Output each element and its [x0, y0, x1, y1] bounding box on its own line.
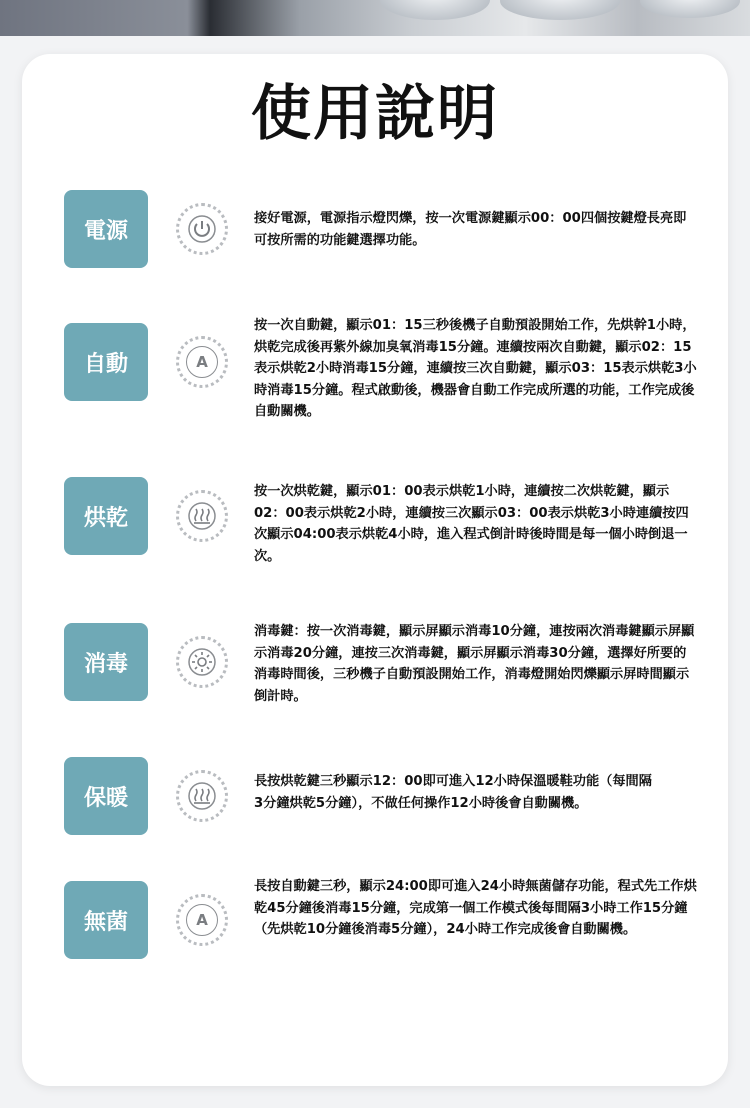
- power-icon: [176, 203, 228, 255]
- label-box-sterilize: 消毒: [64, 623, 148, 701]
- header-photo-strip: [0, 0, 750, 36]
- sun-icon: [176, 636, 228, 688]
- heat-waves-icon: [176, 770, 228, 822]
- bowl-decoration: [500, 0, 620, 20]
- description-warm: 長按烘乾鍵三秒顯示12：00即可進入12小時保溫暖鞋功能（每間隔3分鐘烘乾5分鐘），不做任何操作12小時後會自動關機。: [254, 774, 652, 811]
- label-box-power: 電源: [64, 190, 148, 268]
- description-aseptic: 長按自動鍵三秒，顯示24:00即可進入24小時無菌儲存功能，程式先工作烘乾45分鐘後消毒15分鐘，完成第一個工作模式後每間隔3小時工作15分鐘（先烘乾10分鐘後消毒5分鐘），24小時工作完成後會自動關機。: [254, 879, 697, 937]
- label-box-dry: 烘乾: [64, 477, 148, 555]
- description-dry: 按一次烘乾鍵，顯示01：00表示烘乾1小時，連續按二次烘乾鍵，顯示02：00表示烘乾2小時，連續按三次顯示03：00表示烘乾3小時連續按四次顯示04:00表示烘乾4小時，進入程式倒計時後時間是每一個小時倒退一次。: [254, 484, 689, 564]
- bowl-decoration: [640, 0, 740, 18]
- label-box-auto: 自動: [64, 323, 148, 401]
- auto-a-icon: A: [176, 336, 228, 388]
- label-box-aseptic: 無菌: [64, 881, 148, 959]
- bowl-decoration: [380, 0, 490, 20]
- auto-a-icon: A: [176, 894, 228, 946]
- description-sterilize: 消毒鍵：按一次消毒鍵，顯示屏顯示消毒10分鐘，連按兩次消毒鍵顯示屏顯示消毒20分鐘，連按三次消毒鍵，顯示屏顯示消毒30分鐘，選擇好所要的消毒時間後，三秒機子自動預設開始工作，消毒燈開始閃爍顯示屏時間顯示倒計時。: [254, 624, 695, 704]
- description-power: 接好電源，電源指示燈閃爍，按一次電源鍵顯示00：00四個按鍵燈長亮即可按所需的功能鍵選擇功能。: [254, 211, 687, 248]
- description-auto: 按一次自動鍵，顯示01：15三秒後機子自動預設開始工作，先烘幹1小時，烘乾完成後再紫外線加臭氧消毒15分鐘。連續按兩次自動鍵，顯示02：15表示烘乾2小時消毒15分鐘，連續按三次自動鍵，顯示03：15表示烘乾3小時消毒15分鐘。程式啟動後，機器會自動工作完成所選的功能，工作完成後自動關機。: [254, 318, 697, 419]
- label-box-warm: 保暖: [64, 757, 148, 835]
- heat-waves-icon: [176, 490, 228, 542]
- page-title: 使用說明: [251, 79, 499, 149]
